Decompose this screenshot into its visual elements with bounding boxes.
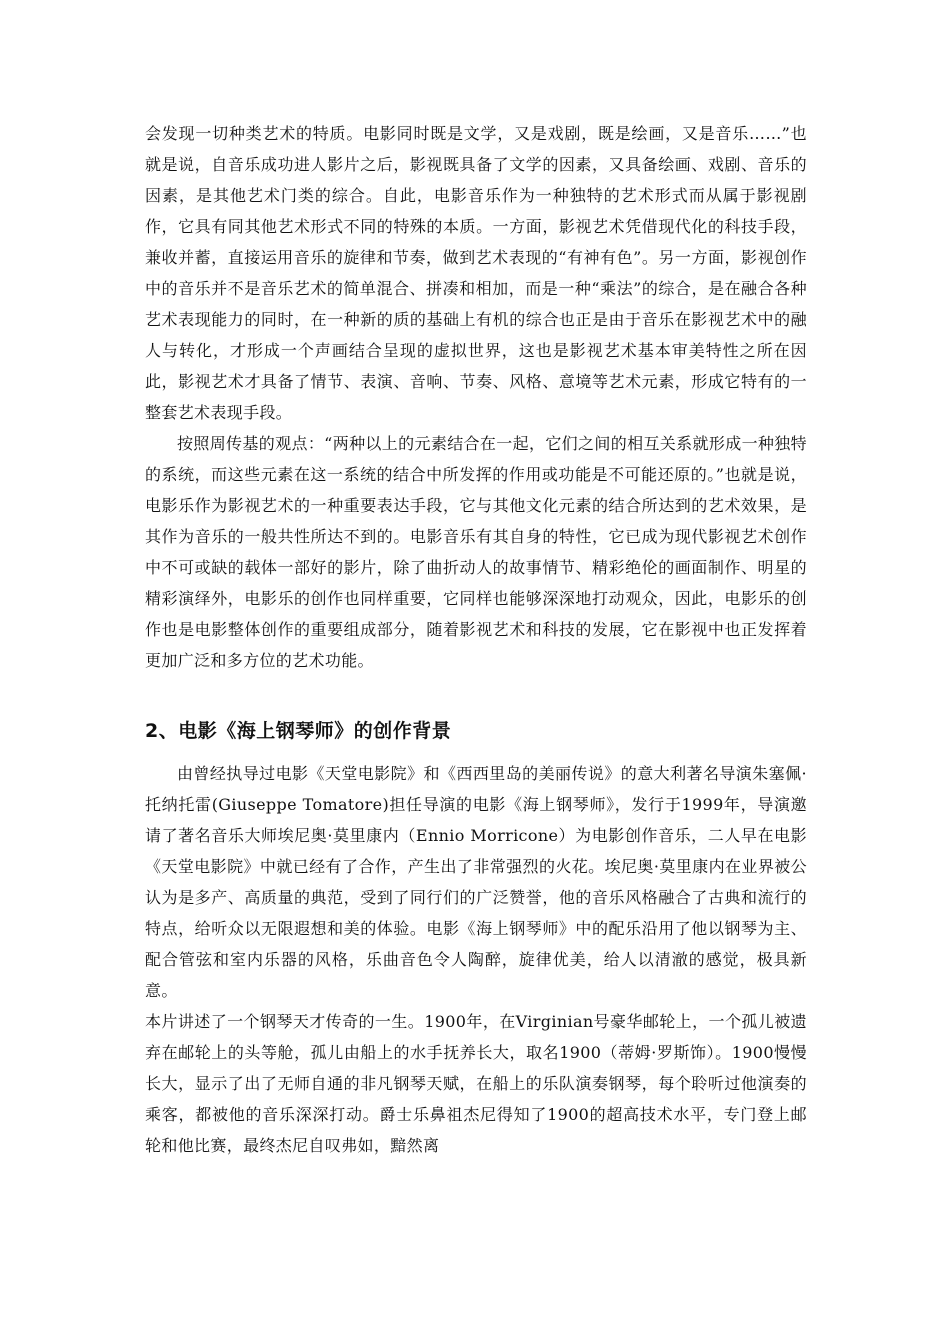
- section-heading: 2、电影《海上钢琴师》的创作背景: [145, 720, 452, 742]
- body-paragraph: 会发现一切种类艺术的特质。电影同时既是文学，又是戏剧，既是绘画，又是音乐……”也就是说，自音乐成功进人影片之后，影视既具备了文学的因素，又具备绘画、戏剧、音乐的因素，是其他艺术门类的综合。自此，电影音乐作为一种独特的艺术形式而从属于影视剧作，它具有同其他艺术形式不同的特殊的本质。一方面，影视艺术凭借现代化的科技手段，兼收并蓄，直接运用音乐的旋律和节奏，做到艺术表现的“有神有色”。另一方面，影视创作中的音乐并不是音乐艺术的简单混合、拼凑和相加，而是一种“乘法”的综合，是在融合各种艺术表现能力的同时，在一种新的质的基础上有机的综合也正是由于音乐在影视艺术中的融人与转化，才形成一个声画结合呈现的虚拟世界，这也是影视艺术基本审美特性之所在因此，影视艺术才具备了情节、表演、音响、节奏、风格、意境等艺术元素，形成它特有的一整套艺术表现手段。: [145, 124, 807, 422]
- body-paragraph: 由曾经执导过电影《天堂电影院》和《西西里岛的美丽传说》的意大利著名导演朱塞佩·托纳托雷(Giuseppe Tomatore)担任导演的电影《海上钢琴师》，发行于1999年，导演邀请了著名音乐大师埃尼奥·莫里康内（Ennio Morricone）为电影创作音乐，二人早在电影《天堂电影院》中就已经有了合作，产生出了非常强烈的火花。埃尼奥·莫里康内在业界被公认为是多产、高质量的典范，受到了同行们的广泛赞誉，他的音乐风格融合了古典和流行的特点，给听众以无限遐想和美的体验。电影《海上钢琴师》中的配乐沿用了他以钢琴为主、配合管弦和室内乐器的风格，乐曲音色令人陶醉，旋律优美，给人以清澈的感觉，极具新意。: [145, 764, 807, 1000]
- body-paragraph: 本片讲述了一个钢琴天才传奇的一生。1900年，在Virginian号豪华邮轮上，一个孤儿被遗弃在邮轮上的头等舱，孤儿由船上的水手抚养长大，取名1900（蒂姆·罗斯饰）。1900慢慢长大，显示了出了无师自通的非凡钢琴天赋，在船上的乐队演奏钢琴，每个聆听过他演奏的乘客，都被他的音乐深深打动。爵士乐鼻祖杰尼得知了1900的超高技术水平，专门登上邮轮和他比赛，最终杰尼自叹弗如，黯然离: [145, 1012, 807, 1155]
- body-paragraph: 按照周传基的观点：“两种以上的元素结合在一起，它们之间的相互关系就形成一种独特的系统，而这些元素在这一系统的结合中所发挥的作用或功能是不可能还原的。”也就是说，电影乐作为影视艺术的一种重要表达手段，它与其他文化元素的结合所达到的艺术效果，是其作为音乐的一般共性所达不到的。电影音乐有其自身的特性，它已成为现代影视艺术创作中不可或缺的载体一部好的影片，除了曲折动人的故事情节、精彩绝伦的画面制作、明星的精彩演绎外，电影乐的创作也同样重要，它同样也能够深深地打动观众，因此，电影乐的创作也是电影整体创作的重要组成部分，随着影视艺术和科技的发展，它在影视中也正发挥着更加广泛和多方位的艺术功能。: [145, 434, 807, 670]
- document-body: [145, 118, 807, 1161]
